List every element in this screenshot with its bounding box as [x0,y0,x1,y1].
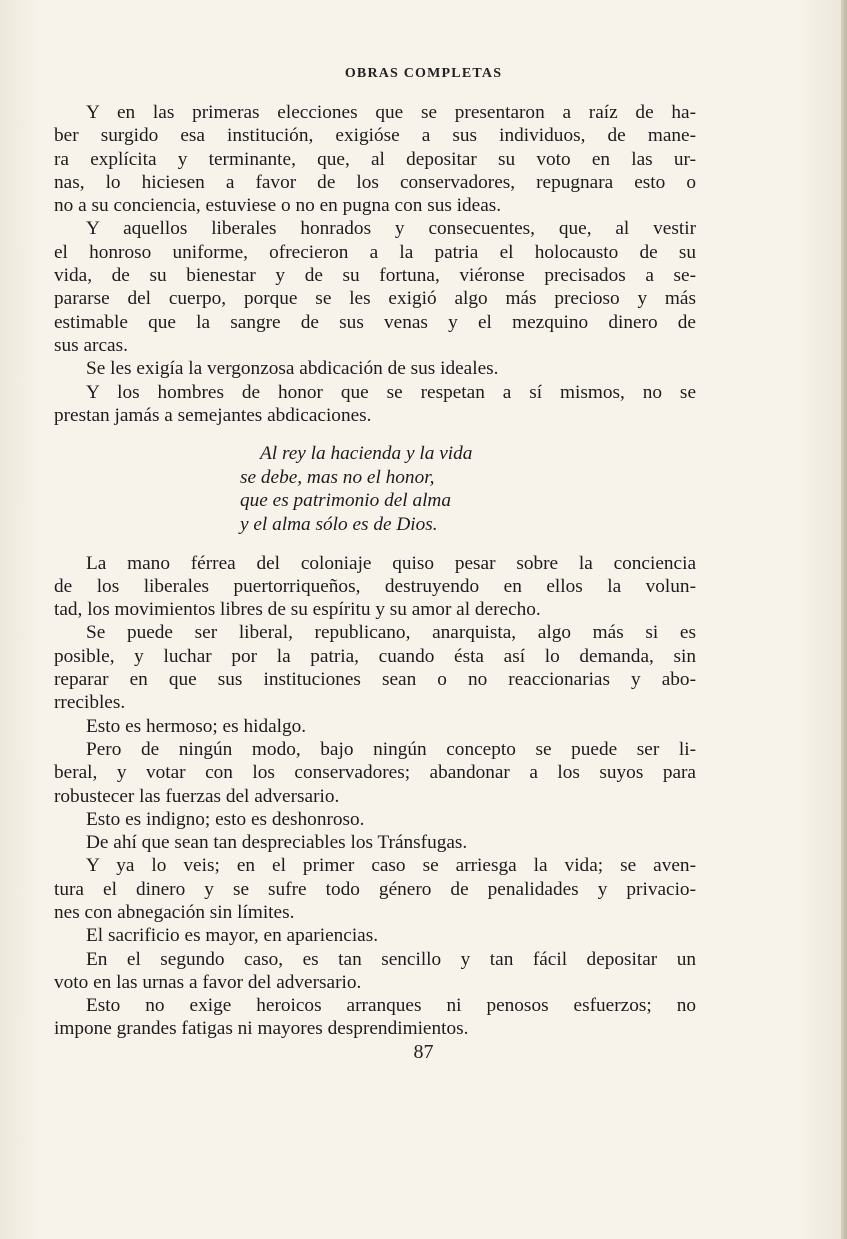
text-line: Y en las primeras elecciones que se presentaron a raíz de ha- [86,102,696,123]
text-line: Pero de ningún modo, bajo ningún concepto se puede ser li- [86,738,696,760]
text-line: Y los hombres de honor que se respetan a sí mismos, no se [86,381,696,403]
text-line: nes con abnegación sin límites. [54,901,295,923]
text-line: rrecibles. [54,692,126,714]
poem-line: se debe, mas no el honor, [240,466,435,488]
paragraph [54,831,696,854]
paragraph [54,854,696,924]
poem-block [240,442,696,536]
paragraph [54,621,696,714]
text-line: estimable que la sangre de sus venas y el mezquino dinero de [54,311,696,333]
page-number: 87 [413,1041,434,1063]
paragraph [54,994,696,1041]
text-line: Y ya lo veis; en el primer caso se arriesga la vida; se aven- [86,855,696,877]
paragraph [54,381,696,428]
paragraphs-after-poem [54,552,696,1041]
text-line: En el segundo caso, es tan sencillo y tan fácil depositar un [86,948,696,970]
poem-line: y el alma sólo es de Dios. [240,513,438,535]
text-line: robustecer las fuerzas del adversario. [54,785,340,807]
text-line: Esto es indigno; esto es deshonroso. [86,808,365,830]
text-line: pararse del cuerpo, porque se les exigió algo más precioso y más [54,288,696,310]
paragraph [54,808,696,831]
text-line: impone grandes fatigas ni mayores desprendimientos. [54,1018,469,1040]
paragraph [54,357,696,380]
text-line: Se les exigía la vergonzosa abdicación de sus ideales. [86,358,499,380]
paragraph [54,948,696,995]
paragraph [54,715,696,738]
text-line: posible, y luchar por la patria, cuando ésta así lo demanda, sin [54,645,696,667]
text-line: Y aquellos liberales honrados y consecuentes, que, al vestir [86,218,696,240]
text-line: tad, los movimientos libres de su espíritu y su amor al derecho. [54,599,541,621]
text-line: tura el dinero y se sufre todo género de penalidades y privacio- [54,878,696,900]
paragraph [54,738,696,808]
text-line: reparar en que sus instituciones sean o no reaccionarias y abo- [54,669,696,691]
body-text [54,101,696,1041]
text-line: La mano férrea del coloniaje quiso pesar sobre la conciencia [86,552,696,574]
text-line: beral, y votar con los conservadores; abandonar a los suyos para [54,762,696,784]
text-line: ra explícita y terminante, que, al depositar su voto en las ur- [54,148,696,170]
text-line: De ahí que sean tan despreciables los Tránsfugas. [86,832,468,854]
text-line: vida, de su bienestar y de su fortuna, viéronse precisados a se- [54,265,696,287]
text-line: el honroso uniforme, ofrecieron a la patria el holocausto de su [54,241,696,263]
text-line: prestan jamás a semejantes abdicaciones. [54,404,372,426]
text-line: ber surgido esa institución, exigióse a sus individuos, de mane- [54,125,696,147]
text-line: sus arcas. [54,334,128,356]
text-line: nas, lo hiciesen a favor de los conservadores, repugnara esto o [54,171,696,193]
text-line: no a su conciencia, estuviese o no en pugna con sus ideas. [54,195,502,217]
running-head: OBRAS COMPLETAS [344,66,503,81]
paragraph [54,924,696,947]
poem-line: Al rey la hacienda y la vida [260,443,473,465]
paragraph [54,552,696,622]
text-line: Esto no exige heroicos arranques ni penosos esfuerzos; no [86,995,696,1017]
paragraph [54,217,696,357]
text-line: Se puede ser liberal, republicano, anarquista, algo más si es [86,622,696,644]
paragraphs-before-poem [54,101,696,427]
text-line: Esto es hermoso; es hidalgo. [86,715,307,737]
text-line: voto en las urnas a favor del adversario. [54,971,362,993]
paragraph [54,101,696,217]
text-line: El sacrificio es mayor, en apariencias. [86,925,379,947]
text-line: de los liberales puertorriqueños, destruyendo en ellos la volun- [54,575,696,597]
poem-line: que es patrimonio del alma [240,490,452,512]
